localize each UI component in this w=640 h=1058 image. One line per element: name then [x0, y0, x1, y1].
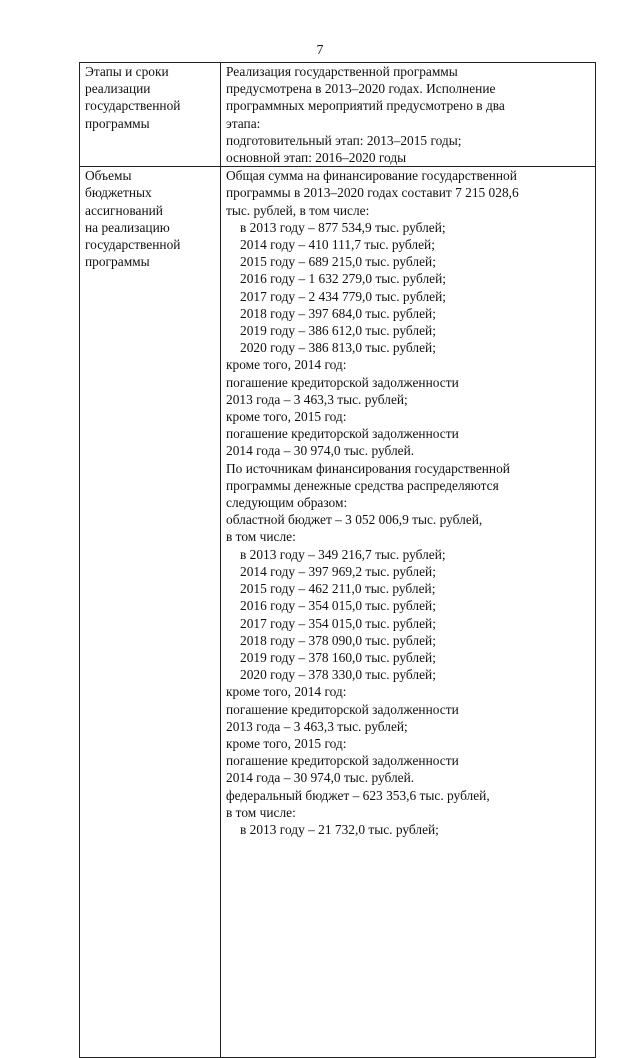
- content-line: Общая сумма на финансирование государственной: [226, 168, 517, 184]
- content-line: программы денежные средства распределяются: [226, 477, 499, 493]
- content-line: погашение кредиторской задолженности: [226, 374, 459, 390]
- table-row-stages: [80, 63, 596, 167]
- content-line: программы в 2013–2020 годах составит 7 215 028,6: [226, 185, 519, 201]
- content-line: 2014 года – 30 974,0 тыс. рублей.: [226, 770, 415, 786]
- page-number: 7: [316, 42, 324, 57]
- content-line: погашение кредиторской задолженности: [226, 426, 459, 442]
- label-line: программы: [85, 115, 150, 131]
- content-line: 2019 году – 386 612,0 тыс. рублей;: [240, 323, 436, 339]
- label-line: Объемы: [85, 168, 132, 184]
- content-line: 2014 году – 397 969,2 тыс. рублей;: [240, 563, 436, 579]
- content-line: следующим образом:: [226, 495, 348, 511]
- content-line: погашение кредиторской задолженности: [226, 753, 459, 769]
- label-line: Этапы и сроки: [85, 64, 169, 79]
- content-line: 2018 году – 397 684,0 тыс. рублей;: [240, 305, 436, 321]
- content-line: тыс. рублей, в том числе:: [226, 202, 370, 218]
- content-line: кроме того, 2015 год:: [226, 409, 347, 425]
- content-line: погашение кредиторской задолженности: [226, 701, 459, 717]
- content-line: 2020 году – 386 813,0 тыс. рублей;: [240, 340, 436, 356]
- content-line: кроме того, 2014 год:: [226, 684, 347, 700]
- content-line: кроме того, 2015 год:: [226, 735, 347, 751]
- content-line: в 2013 году – 349 216,7 тыс. рублей;: [240, 546, 446, 562]
- label-line: бюджетных: [85, 185, 152, 201]
- content-line: основной этап: 2016–2020 годы: [226, 150, 407, 166]
- row-label-stages: [80, 63, 221, 167]
- content-line: областной бюджет – 3 052 006,9 тыс. рублей,: [226, 512, 483, 528]
- label-line: государственной: [85, 98, 181, 114]
- content-line: в том числе:: [226, 529, 296, 545]
- row-content-stages: [221, 63, 596, 167]
- program-passport-table: [79, 62, 596, 1058]
- label-line: реализации: [85, 81, 151, 97]
- table-row-budget: [80, 167, 596, 1058]
- content-line: кроме того, 2014 год:: [226, 357, 347, 373]
- content-line: этапа:: [226, 115, 261, 131]
- content-line: 2020 году – 378 330,0 тыс. рублей;: [240, 667, 436, 683]
- content-line: 2018 году – 378 090,0 тыс. рублей;: [240, 632, 436, 648]
- content-line: Реализация государственной программы: [226, 64, 458, 79]
- content-line: 2014 года – 30 974,0 тыс. рублей.: [226, 443, 415, 459]
- row-content-budget: [221, 167, 596, 1058]
- content-line: в том числе:: [226, 804, 296, 820]
- content-line: 2017 году – 354 015,0 тыс. рублей;: [240, 615, 436, 631]
- label-line: программы: [85, 254, 150, 270]
- content-line: 2013 года – 3 463,3 тыс. рублей;: [226, 718, 408, 734]
- content-line: программных мероприятий предусмотрено в два: [226, 98, 505, 114]
- content-line: 2013 года – 3 463,3 тыс. рублей;: [226, 391, 408, 407]
- content-line: 2014 году – 410 111,7 тыс. рублей;: [240, 237, 435, 253]
- content-line: федеральный бюджет – 623 353,6 тыс. рублей,: [226, 787, 490, 803]
- label-line: государственной: [85, 237, 181, 253]
- content-line: 2016 году – 1 632 279,0 тыс. рублей;: [240, 271, 446, 287]
- content-line: в 2013 году – 877 534,9 тыс. рублей;: [240, 219, 446, 235]
- content-line: 2019 году – 378 160,0 тыс. рублей;: [240, 649, 436, 665]
- content-line: 2016 году – 354 015,0 тыс. рублей;: [240, 598, 436, 614]
- content-line: 2015 году – 689 215,0 тыс. рублей;: [240, 254, 436, 270]
- content-line: в 2013 году – 21 732,0 тыс. рублей;: [240, 821, 439, 837]
- label-line: на реализацию: [85, 219, 170, 235]
- content-line: По источникам финансирования государственной: [226, 460, 510, 476]
- content-line: 2017 году – 2 434 779,0 тыс. рублей;: [240, 288, 446, 304]
- content-line: подготовительный этап: 2013–2015 годы;: [226, 132, 462, 148]
- content-line: предусмотрена в 2013–2020 годах. Исполнение: [226, 81, 496, 97]
- label-line: ассигнований: [85, 202, 163, 218]
- content-line: 2015 году – 462 211,0 тыс. рублей;: [240, 581, 436, 597]
- row-label-budget: [80, 167, 221, 1058]
